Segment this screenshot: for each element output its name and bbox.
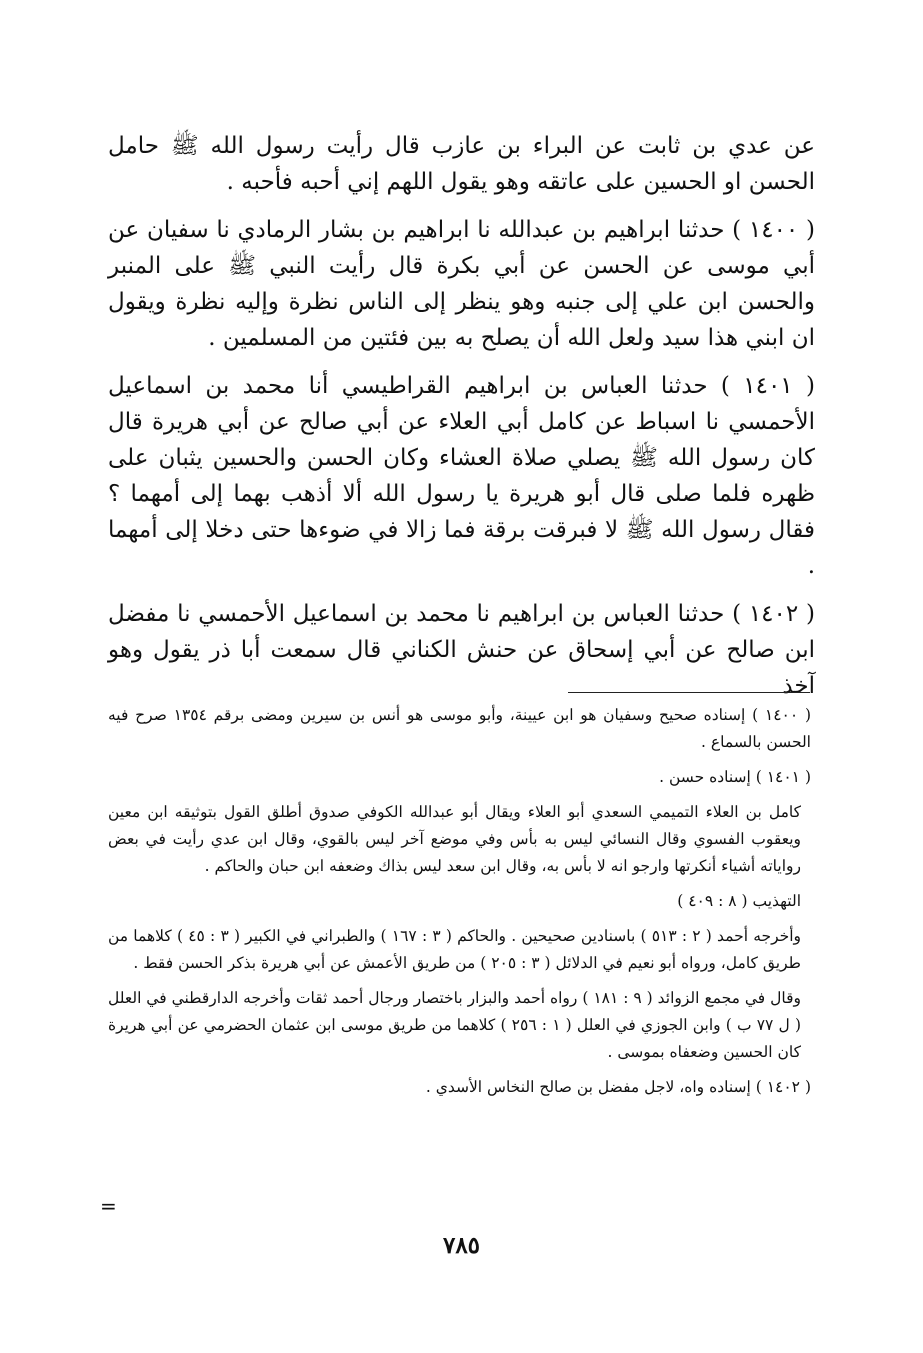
continuation-mark: =	[100, 1194, 117, 1218]
footnote-tahdhib-ref: التهذيب ( ٨ : ٤٠٩ )	[677, 892, 801, 910]
footnote-narrator-note: كامل بن العلاء التميمي السعدي أبو العلاء ويقال أبو عبدالله الكوفي صدوق أطلق القول بتوثيقه ابن معين ويعقوب الفسوي وقال النسائي ليس به بأس وفي موضع آخر ليس بالقوي، وقال ابن عدي رأيت في بعض رواياته أشياء أنكرتها وارجو انه لا بأس به، وقال ابن سعد ليس بذاك وضعفه ابن حبان والحاكم .	[108, 803, 801, 875]
footnote-1401: ( ١٤٠١ ) إسناده حسن .	[659, 768, 811, 786]
footnote-1400: ( ١٤٠٠ ) إسناده صحيح وسفيان هو ابن عيينة، وأبو موسى هو أنس بن سيرين ومضى برقم ١٣٥٤ صرح فيه الحسن بالسماع .	[108, 706, 811, 751]
footnote-majma-ref: وقال في مجمع الزوائد ( ٩ : ١٨١ ) رواه أحمد والبزار باختصار ورجال أحمد ثقات وأخرجه الدارقطني في العلل ( ل ٧٧ ب ) وابن الجوزي في العلل ( ١ : ٢٥٦ ) كلاهما من طريق موسى ابن عثمان الحضرمي عن أبي هريرة كان الحسين وضعفاه بموسى .	[108, 989, 802, 1061]
footnote-1402: ( ١٤٠٢ ) إسناده واه، لاجل مفضل بن صالح النخاس الأسدي .	[425, 1078, 811, 1096]
paragraph-continuation: عن عدي بن ثابت عن البراء بن عازب قال رأيت رسول الله ﷺ حامل الحسن او الحسين على عاتقه وهو يقول اللهم إني أحبه فأحبه .	[108, 133, 815, 195]
page-number: ٧٨٥	[442, 1232, 481, 1259]
hadith-1402: ( ١٤٠٢ ) حدثنا العباس بن ابراهيم نا محمد بن اسماعيل الأحمسي نا مفضل ابن صالح عن أبي إسحاق عن حنش الكناني قال سمعت أبا ذر يقول وهو آخذ	[108, 601, 815, 699]
main-text	[108, 128, 815, 716]
hadith-1400: ( ١٤٠٠ ) حدثنا ابراهيم بن عبدالله نا ابراهيم بن بشار الرمادي نا سفيان عن أبي موسى عن الحسن عن أبي بكرة قال رأيت النبي ﷺ على المنبر والحسن ابن علي إلى جنبه وهو ينظر إلى الناس نظرة وإليه نظرة ويقول ان ابني هذا سيد ولعل الله أن يصلح به بين فئتين من المسلمين .	[108, 217, 815, 351]
footnotes	[108, 702, 811, 1109]
footnote-takhrij: وأخرجه أحمد ( ٢ : ٥١٣ ) باسنادين صحيحين . والحاكم ( ٣ : ١٦٧ ) والطبراني في الكبير ( ٣ : ٤٥ ) كلاهما من طريق كامل، ورواه أبو نعيم في الدلائل ( ٣ : ٢٠٥ ) من طريق الأعمش عن أبي هريرة بذكر الحسن فقط .	[108, 927, 802, 972]
footnote-separator	[568, 692, 810, 693]
hadith-1401: ( ١٤٠١ ) حدثنا العباس بن ابراهيم القراطيسي أنا محمد بن اسماعيل الأحمسي نا اسباط عن كامل أبي العلاء عن أبي صالح عن أبي هريرة قال كان رسول الله ﷺ يصلي صلاة العشاء وكان الحسن والحسين يثبان على ظهره فلما صلى قال أبو هريرة يا رسول الله ألا أذهب بهما إلى أمهما ؟ فقال رسول الله ﷺ لا فبرقت برقة فما زالا في ضوءها حتى دخلا إلى أمهما .	[108, 373, 815, 579]
